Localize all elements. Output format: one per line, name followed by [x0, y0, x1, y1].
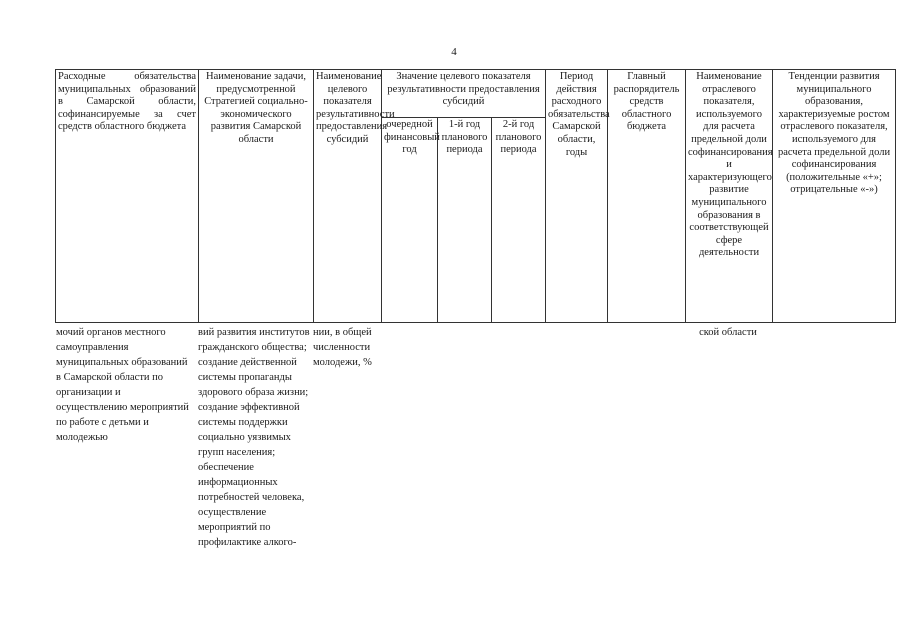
header-cell-task: Наименование задачи, предусмотренной Стратегией социально-экономического развития Самарской области — [199, 70, 314, 323]
continuation-sector-indicator: ской области — [699, 327, 757, 338]
page-number: 4 — [451, 46, 457, 58]
header-cell-obligations: Расходные обязательства муниципальных образований в Самарской области, софинансируемые за счет средств областного бюджета — [56, 70, 199, 323]
header-cell-plan-year-2: 2-й год планового периода — [492, 118, 546, 323]
continuation-obligations: мочий органов местного самоуправления муниципальных образований в Самарской области по организации и осуществлению мероприятий по работе с детьми и молодежью — [56, 327, 189, 443]
header-cell-period: Период действия расходного обязательства Самарской области, годы — [546, 70, 608, 323]
header-cell-plan-year-1: 1-й год планового периода — [438, 118, 492, 323]
header-cell-administrator: Главный распорядитель средств областного бюджета — [608, 70, 686, 323]
header-table — [55, 69, 896, 323]
header-cell-trends: Тенденции развития муниципального образования, характеризуемые ростом отраслевого показателя, используемого для расчета предельной доли софинансирования (положительные «+»; отрицательные «-») — [773, 70, 896, 323]
header-cell-indicator: Наименование целевого показателя результативности предоставления субсидий — [314, 70, 382, 323]
continuation-task: вий развития институтов гражданского общества; создание действенной системы пропаганды здорового образа жизни; создание эффективной системы поддержки социально уязвимых групп населения; обеспечение информационных потребностей человека, осуществление мероприятий по профилактике алкого- — [198, 327, 310, 548]
header-cell-sector-indicator: Наименование отраслевого показателя, используемого для расчета предельной доли софинансирования и характеризующего развитие муниципального образования в соответствующей сфере деятельности — [686, 70, 773, 323]
header-cell-indicator-value: Значение целевого показателя результативности предоставления субсидий — [382, 70, 546, 118]
continuation-indicator: нии, в общей численности молодежи, % — [313, 327, 372, 368]
header-cell-next-year: очередной финансовый год — [382, 118, 438, 323]
